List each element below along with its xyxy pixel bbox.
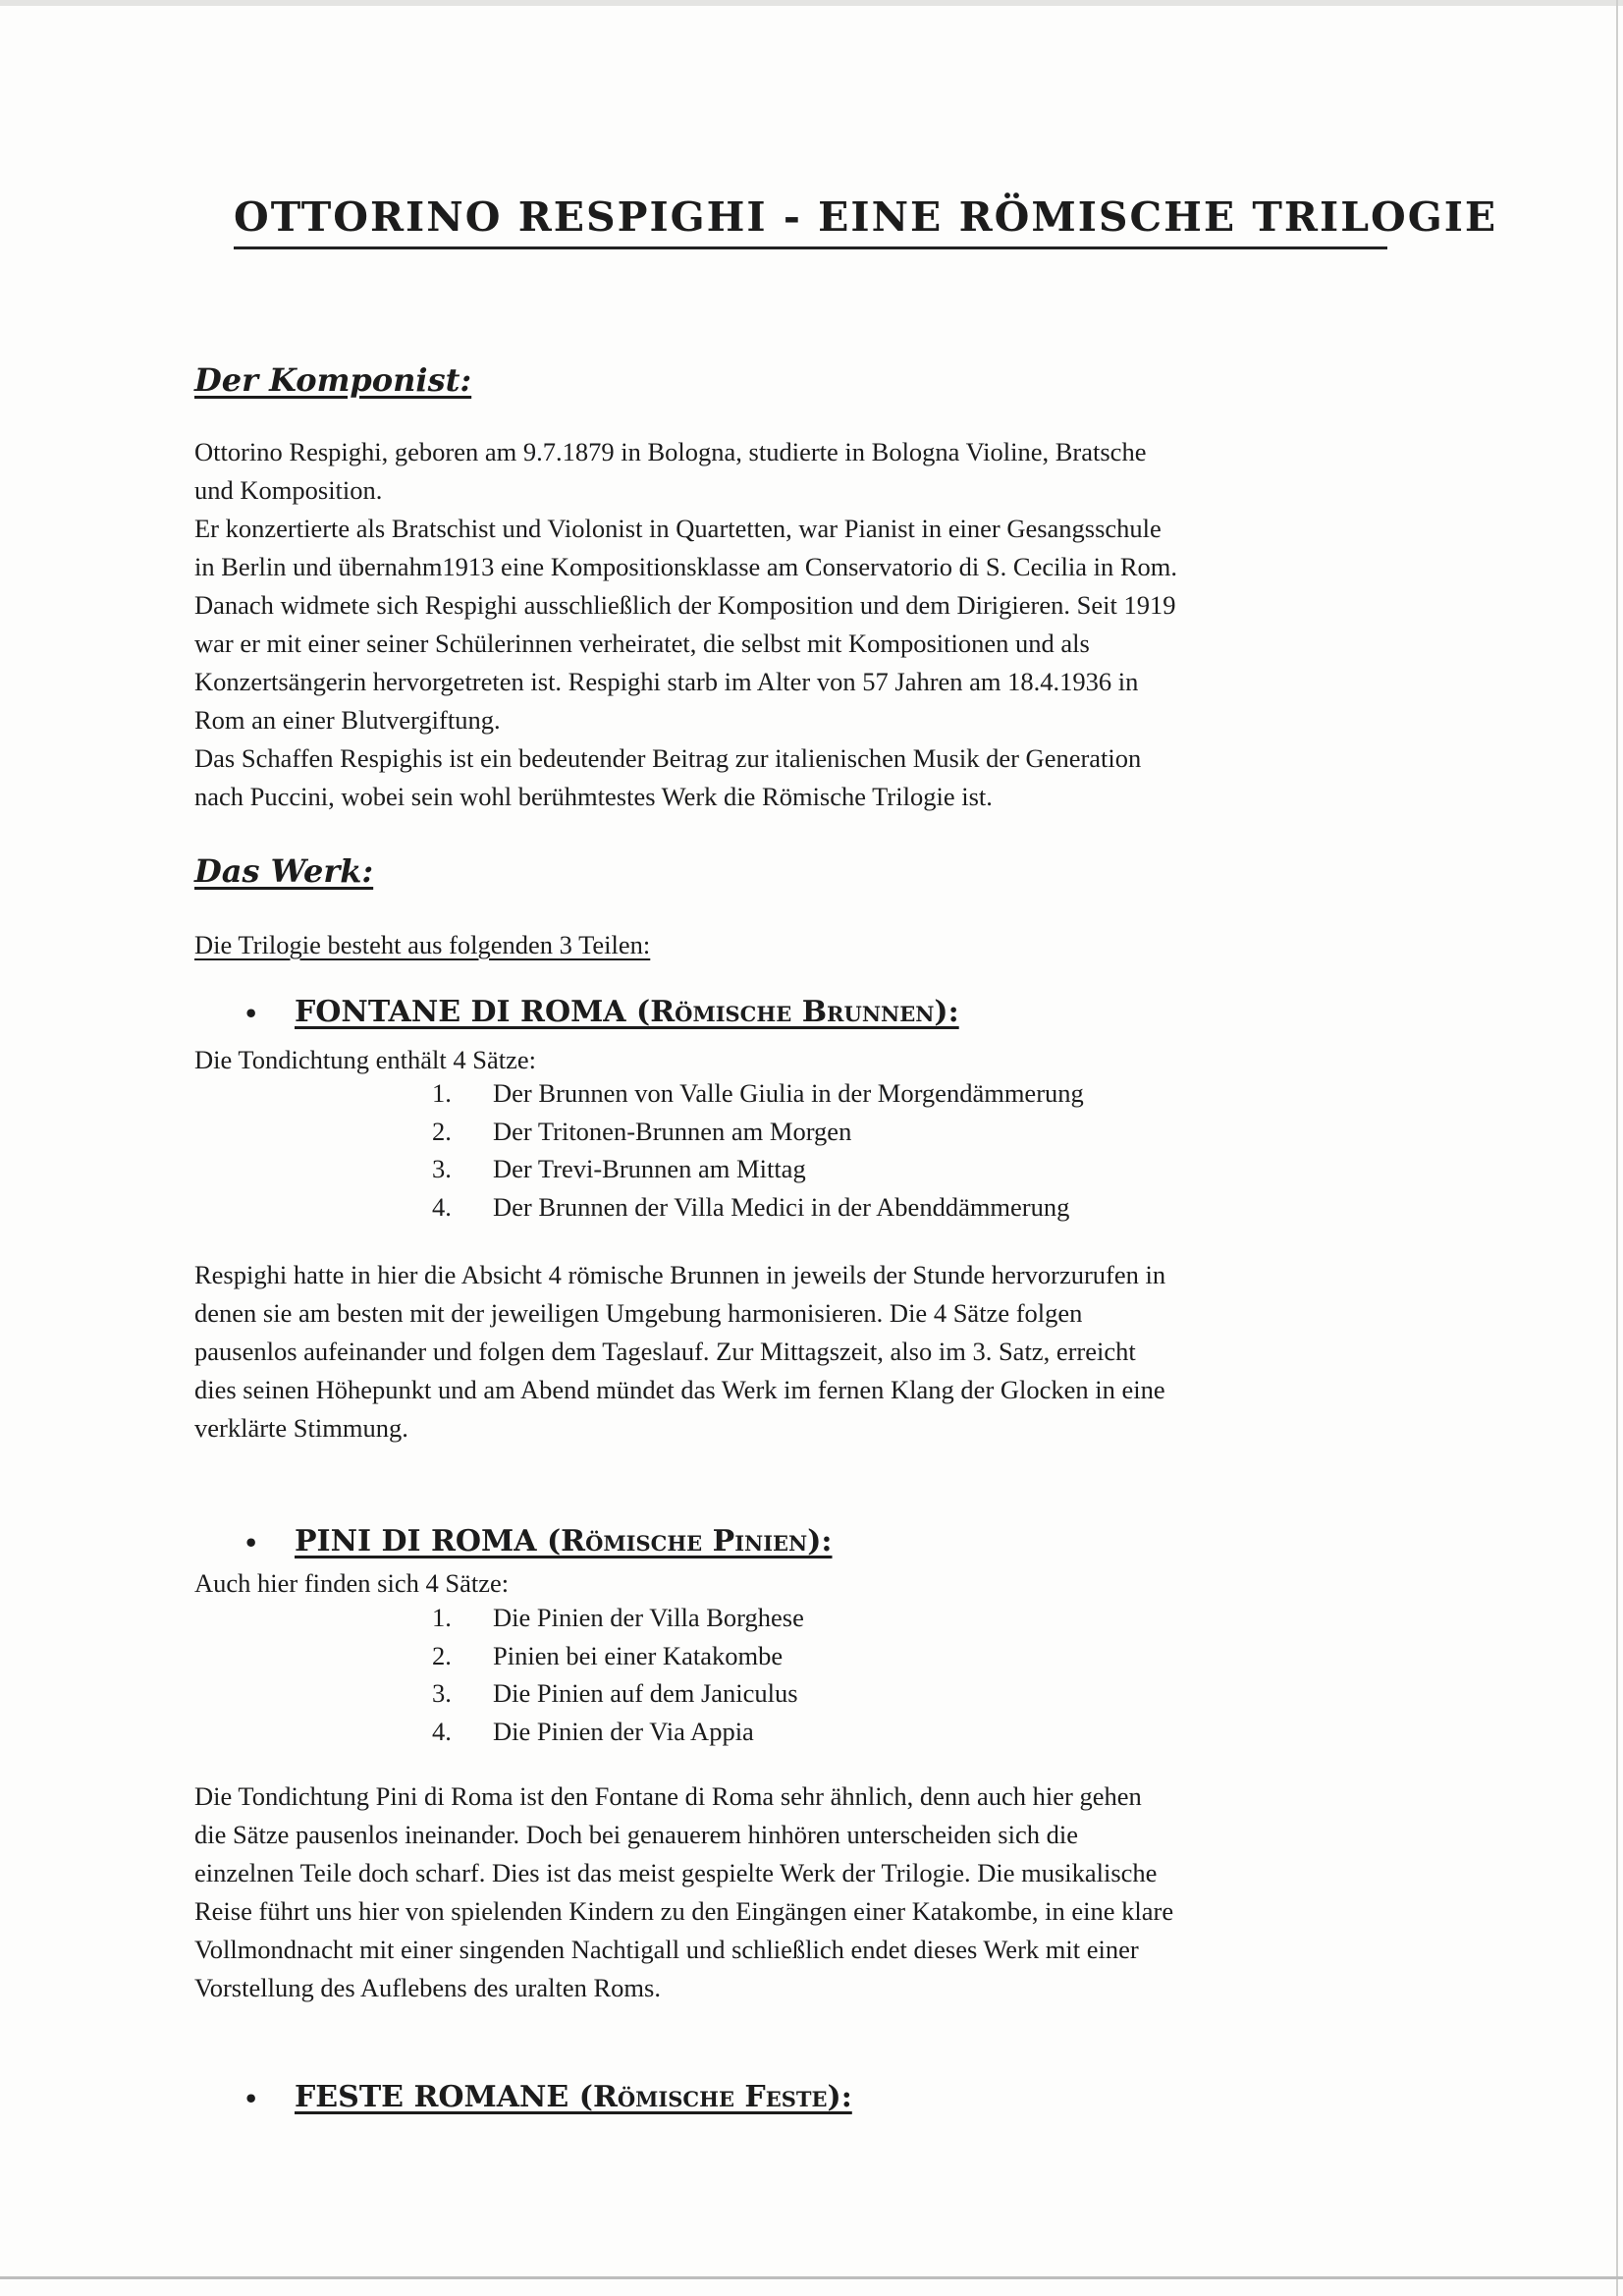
text-line: einzelnen Teile doch scharf. Dies ist das meist gespielte Werk der Trilogie. Die musikalische bbox=[194, 1858, 1158, 1887]
bullet: • bbox=[243, 999, 259, 1028]
part-description bbox=[194, 1777, 1436, 2007]
list-item: 1. Die Pinien der Villa Borghese bbox=[432, 1603, 804, 1632]
text-line: verklärte Stimmung. bbox=[194, 1413, 408, 1443]
text-line: war er mit einer seiner Schülerinnen verheiratet, die selbst mit Kompositionen und als bbox=[194, 629, 1090, 658]
part-description bbox=[194, 1256, 1436, 1448]
text-line: Vorstellung des Auflebens des uralten Roms. bbox=[194, 1973, 661, 2002]
text-line: Er konzertierte als Bratschist und Violonist in Quartetten, war Pianist in einer Gesangsschule bbox=[194, 514, 1162, 543]
text-line: die Sätze pausenlos ineinander. Doch bei genauerem hinhören unterscheiden sich die bbox=[194, 1820, 1078, 1849]
composer-paragraph bbox=[194, 433, 1436, 816]
movement-list bbox=[432, 1599, 804, 1750]
part-pini-heading bbox=[243, 1524, 833, 1558]
movement-list bbox=[432, 1074, 1084, 1226]
text-line: Konzertsängerin hervorgetreten ist. Respighi starb im Alter von 57 Jahren am 18.4.1936 in bbox=[194, 667, 1139, 696]
part-title: FONTANE DI ROMA (Römische Brunnen): bbox=[295, 995, 959, 1029]
text-line: Danach widmete sich Respighi ausschließlich der Komposition und dem Dirigieren. Seit 1919 bbox=[194, 590, 1176, 620]
list-item: 3. Die Pinien auf dem Janiculus bbox=[432, 1678, 798, 1708]
heading-composer: Der Komponist: bbox=[194, 361, 472, 399]
list-item: 4. Die Pinien der Via Appia bbox=[432, 1716, 754, 1746]
part-title: FESTE ROMANE (Römische Feste): bbox=[295, 2080, 852, 2114]
text-line: Vollmondnacht mit einer singenden Nachtigall und schließlich endet dieses Werk mit einer bbox=[194, 1935, 1139, 1964]
text-line: denen sie am besten mit der jeweiligen Umgebung harmonisieren. Die 4 Sätze folgen bbox=[194, 1298, 1083, 1328]
part-subtitle: Auch hier finden sich 4 Sätze: bbox=[194, 1568, 510, 1598]
bullet: • bbox=[243, 2084, 259, 2113]
page-title: OTTORINO RESPIGHI - EINE RÖMISCHE TRILOGIE bbox=[234, 194, 1387, 249]
part-subtitle: Die Tondichtung enthält 4 Sätze: bbox=[194, 1045, 536, 1074]
heading-work: Das Werk: bbox=[194, 852, 374, 890]
text-line: Ottorino Respighi, geboren am 9.7.1879 in Bologna, studierte in Bologna Violine, Bratsche bbox=[194, 437, 1147, 466]
bullet: • bbox=[243, 1528, 259, 1558]
text-line: Respighi hatte in hier die Absicht 4 römische Brunnen in jeweils der Stunde hervorzurufen in bbox=[194, 1260, 1166, 1289]
text-line: nach Puccini, wobei sein wohl berühmtestes Werk die Römische Trilogie ist. bbox=[194, 782, 993, 811]
text-line: Das Schaffen Respighis ist ein bedeutender Beitrag zur italienischen Musik der Generation bbox=[194, 743, 1142, 773]
text-line: in Berlin und übernahm1913 eine Kompositionsklasse am Conservatorio di S. Cecilia in Rom. bbox=[194, 552, 1177, 581]
scan-edge-bottom bbox=[0, 2276, 1623, 2279]
text-line: pausenlos aufeinander und folgen dem Tageslauf. Zur Mittagszeit, also im 3. Satz, erreicht bbox=[194, 1337, 1136, 1366]
list-item: 3. Der Trevi-Brunnen am Mittag bbox=[432, 1154, 806, 1183]
part-feste-heading bbox=[243, 2080, 852, 2114]
scan-edge-top bbox=[0, 0, 1623, 6]
text-line: Rom an einer Blutvergiftung. bbox=[194, 705, 501, 735]
list-item: 4. Der Brunnen der Villa Medici in der Abenddämmerung bbox=[432, 1191, 1070, 1222]
list-item: 2. Der Tritonen-Brunnen am Morgen bbox=[432, 1116, 852, 1146]
text-line: dies seinen Höhepunkt und am Abend mündet das Werk im fernen Klang der Glocken in eine bbox=[194, 1375, 1165, 1404]
text-line: Die Tondichtung Pini di Roma ist den Fontane di Roma sehr ähnlich, denn auch hier gehen bbox=[194, 1781, 1142, 1811]
list-item: 1. Der Brunnen von Valle Giulia in der Morgendämmerung bbox=[432, 1078, 1084, 1108]
text-line: und Komposition. bbox=[194, 475, 383, 505]
part-title: PINI DI ROMA (Römische Pinien): bbox=[295, 1524, 833, 1558]
work-intro: Die Trilogie besteht aus folgenden 3 Teilen: bbox=[194, 930, 651, 959]
text-line: Reise führt uns hier von spielenden Kindern zu den Eingängen einer Katakombe, in eine klare bbox=[194, 1896, 1174, 1926]
part-fontane-heading bbox=[243, 995, 959, 1029]
list-item: 2. Pinien bei einer Katakombe bbox=[432, 1640, 784, 1670]
scan-edge-right bbox=[1616, 0, 1618, 2296]
